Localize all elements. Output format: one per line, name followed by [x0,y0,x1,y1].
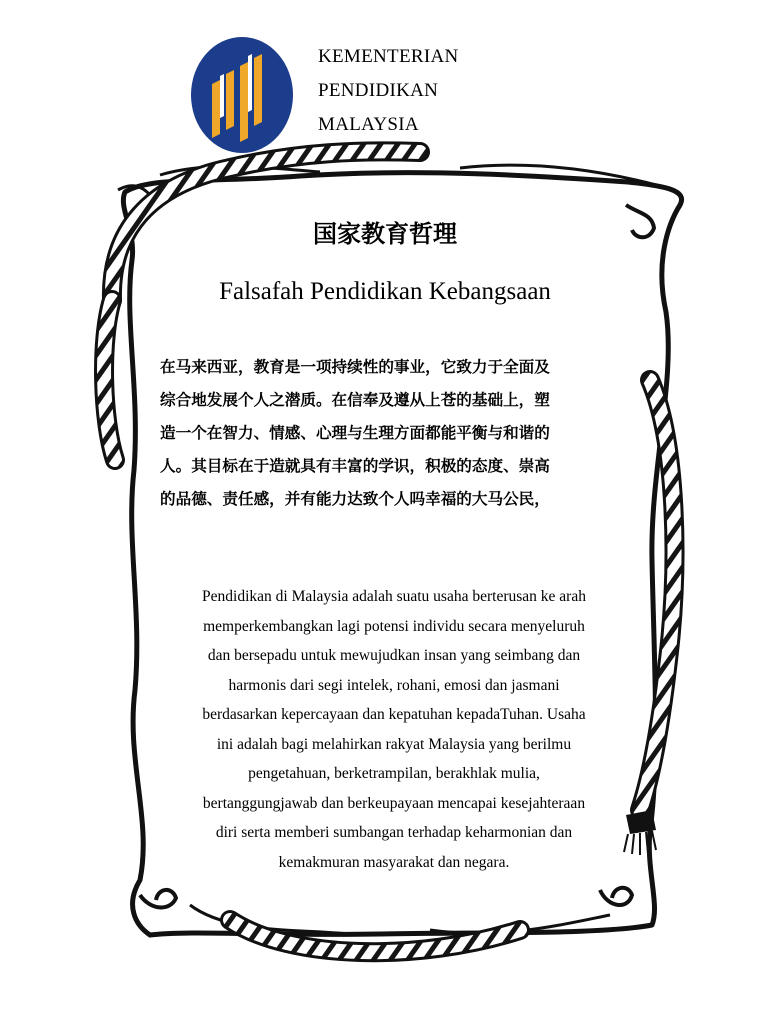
paragraph-chinese-line: 人。其目标在于造就具有丰富的学识，积极的态度、崇高 [160,457,550,475]
paragraph-malay-line: diri serta memberi sumbangan terhadap keharmonian dan [215,824,573,841]
paragraph-malay-line: ini adalah bagi melahirkan rakyat Malaysia yang berilmu [216,735,572,753]
paragraph-malay-line: kemakmuran masyarakat dan negara. [278,853,510,871]
paragraph-malay-line: Pendidikan di Malaysia adalah suatu usaha berterusan ke arah [202,588,586,605]
ministry-name [318,40,459,142]
paragraph-chinese-line: 综合地发展个人之潜质。在信奉及遵从上苍的基础上，塑 [160,391,550,409]
paragraph-malay-line: harmonis dari segi intelek, rohani, emosi dan jasmani [228,676,560,694]
title-malay: Falsafah Pendidikan Kebangsaan [219,278,551,305]
paragraph-chinese [160,351,618,516]
paragraph-malay-line: pengetahuan, berketrampilan, berakhlak mulia, [248,765,540,782]
paragraph-malay-line: memperkembangkan lagi potensi individu secara menyeluruh [203,617,585,635]
paragraph-malay [160,582,628,877]
ministry-logo-icon [190,36,294,154]
paragraph-chinese-line: 在马来西亚，教育是一项持续性的事业，它致力于全面及 [160,358,550,376]
paragraph-malay-line: dan bersepadu untuk mewujudkan insan yang seimbang dan [207,647,581,664]
paragraph-chinese-line: 的品德、责任感，并有能力达致个人吗幸福的大马公民， [160,490,550,508]
title-chinese: 国家教育哲理 [313,220,457,248]
paragraph-malay-line: bertanggungjawab dan berkeupayaan mencapai kesejahteraan [202,794,586,812]
paragraph-chinese-line: 造一个在智力、情感、心理与生理方面都能平衡与和谐的 [160,424,550,442]
ministry-line-3: MALAYSIA [318,114,419,135]
ministry-line-1: KEMENTERIAN [318,46,459,67]
paragraph-malay-line: berdasarkan kepercayaan dan kepatuhan kepadaTuhan. Usaha [202,706,586,723]
ministry-line-2: PENDIDIKAN [318,80,439,101]
